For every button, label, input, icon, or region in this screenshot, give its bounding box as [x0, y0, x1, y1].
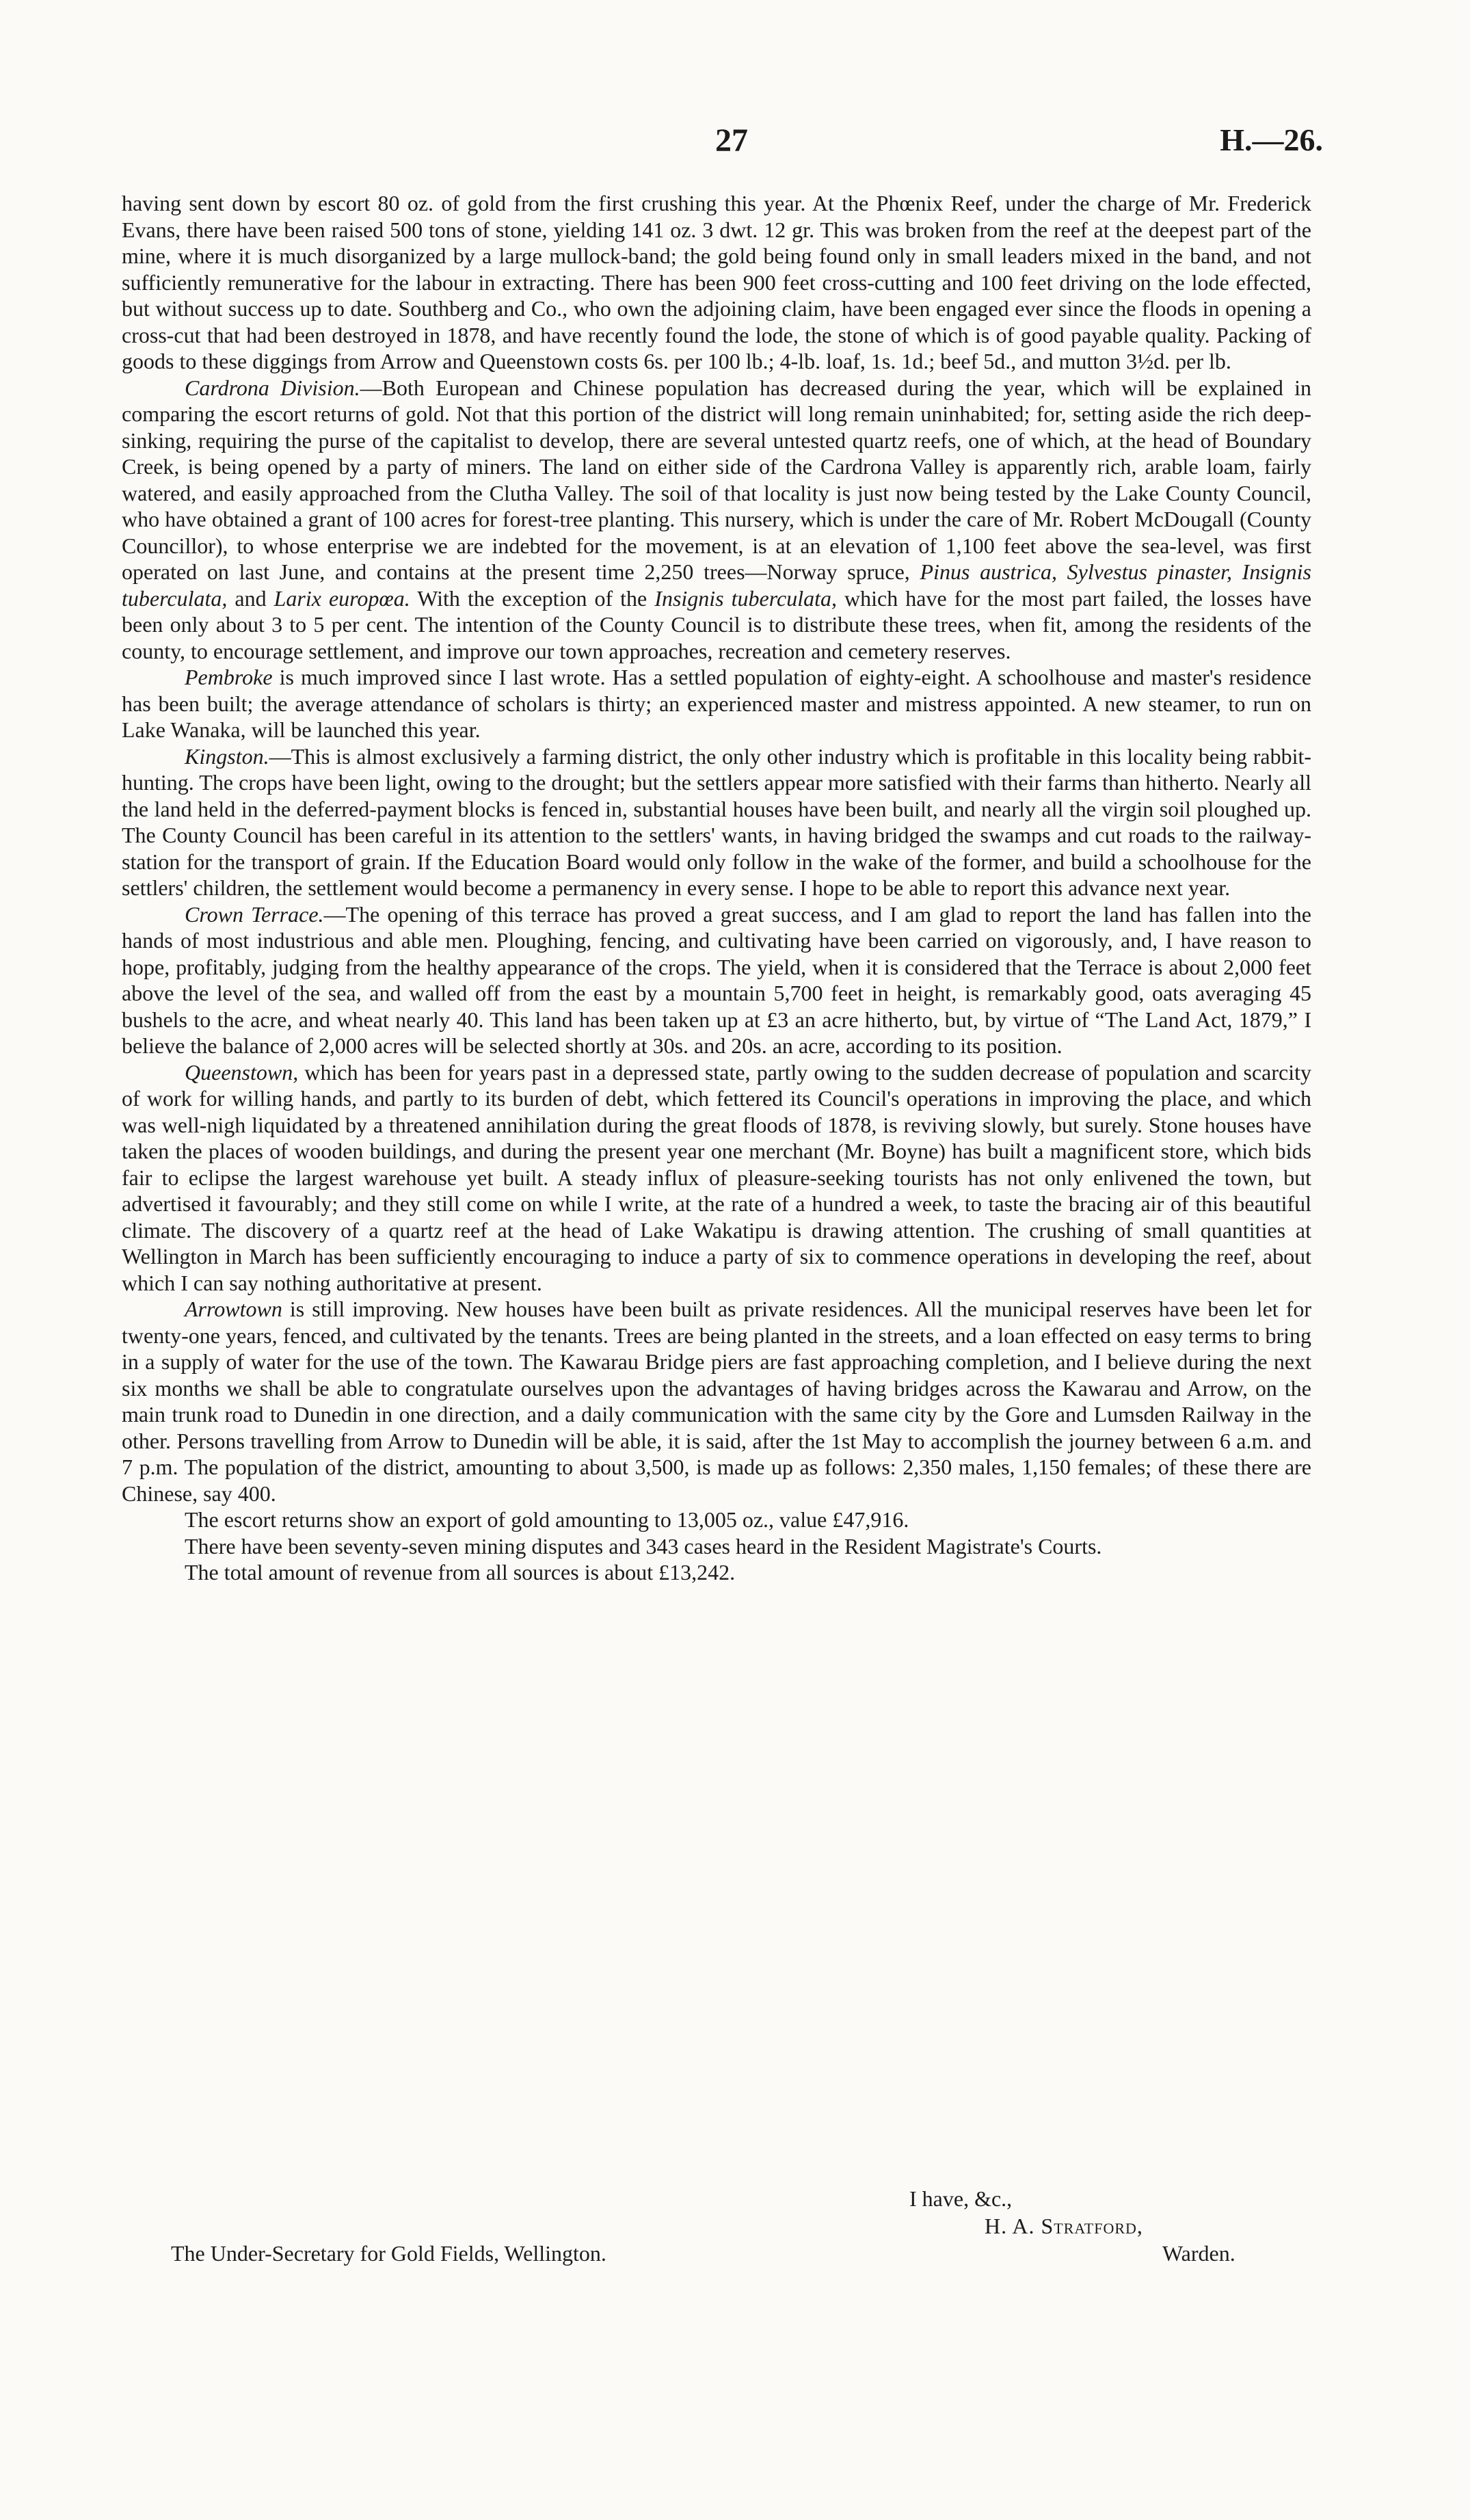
- species-names: Pinus austrica, Sylvestus pinaster, Insignis tuberculata,: [122, 559, 1312, 611]
- addressee: The Under-Secretary for Gold Fields, Wellington.: [171, 2241, 606, 2266]
- paragraph-text: —Both European and Chinese population has decreased during the year, which will be explained in comparing the escort returns of gold. Not that this portion of the district will long remain uninhabited; for, setting aside the rich deep-sinking, requiring the purse of the capitalist to develop, there are several untested quartz reefs, one of which, at the head of Boundary Creek, is being opened by a party of miners. The land on either side of the Cardrona Valley is apparently rich, arable loam, fairly watered, and easily approached from the Clutha Valley. The soil of that locality is just now being tested by the Lake County Council, who have obtained a grant of 100 acres for forest-tree planting. This nursery, which is under the care of Mr. Robert McDougall (County Councillor), to whose enterprise we are indebted for the movement, is at an elevation of 1,100 feet above the sea-level, was first operated on last June, and contains at the present time 2,250 trees—Norway spruce,: [122, 375, 1312, 584]
- paragraph-text: With the exception of the: [410, 585, 655, 611]
- section-heading-queenstown: Queenstown,: [185, 1059, 299, 1085]
- paragraph-cardrona: [122, 375, 1311, 665]
- paragraph-revenue: [122, 1559, 1311, 1586]
- paragraph-text: having sent down by escort 80 oz. of gold from the first crushing this year. At the Phœnix Reef, under the charge of Mr. Frederick Evans, there have been raised 500 tons of stone, yielding 141 oz. 3 dwt. 12 gr. This was broken from the reef at the deepest part of the mine, where it is much disorganized by a large mullock-band; the gold being found only in small leaders mixed in the band, and not sufficiently remunerative for the labour in extracting. There has been 900 feet cross-cutting and 100 feet driving on the lode effected, but without success up to date. Southberg and Co., who own the adjoining claim, have been engaged ever since the floods in opening a cross-cut that had been destroyed in 1878, and have recently found the lode, the stone of which is of good payable quality. Packing of goods to these diggings from Arrow and Queenstown costs 6s. per 100 lb.; 4-lb. loaf, 1s. 1d.; beef 5d., and mutton 3½d. per lb.: [122, 191, 1311, 373]
- paragraph-text: The escort returns show an export of gold amounting to 13,005 oz., value £47,916.: [185, 1507, 909, 1532]
- paragraph-text: The total amount of revenue from all sources is about £13,242.: [185, 1560, 736, 1584]
- species-larix: Larix europœa.: [273, 585, 410, 611]
- closing-salutation: I have, &c.,: [909, 2186, 1013, 2211]
- paragraph-crown-terrace: [122, 901, 1311, 1059]
- paragraph-queenstown: [122, 1059, 1311, 1297]
- section-heading-pembroke: Pembroke: [185, 665, 273, 689]
- body-text: [122, 190, 1311, 1586]
- paragraph-mining-disputes: [122, 1533, 1311, 1560]
- paragraph-kingston: [122, 743, 1311, 901]
- section-heading-kingston: Kingston.: [185, 743, 269, 769]
- document-reference: H.—26.: [1220, 122, 1323, 157]
- signatory-title: Warden.: [1162, 2241, 1235, 2266]
- paragraph-text: which have for the most part failed, the losses have been only about 3 to 5 per cent. The intention of the County Council is to distribute these trees, when fit, among the residents of the county, to encourage settlement, and improve our town approaches, recreation and cemetery reserves.: [122, 585, 1312, 663]
- page-number: 27: [715, 122, 748, 159]
- paragraph-arrowtown: [122, 1296, 1311, 1507]
- section-heading-cardrona: Cardrona Division.: [185, 375, 360, 400]
- paragraph-text: —The opening of this terrace has proved a great success, and I am glad to report the land has fallen into the hands of most industrious and able men. Ploughing, fencing, and cultivating have been carried on vigorously, and, I have reason to hope, profitably, judging from the healthy appearance of the crops. The yield, when it is considered that the Terrace is about 2,000 feet above the level of the sea, and walled off from the east by a mountain 5,700 feet in height, is remarkably good, oats averaging 45 bushels to the acre, and wheat nearly 40. This land has been taken up at £3 an acre hitherto, but, by virtue of “The Land Act, 1879,” I believe the balance of 2,000 acres will be selected shortly at 30s. and 20s. an acre, according to its position.: [122, 901, 1312, 1058]
- species-insignis: Insignis tuberculata,: [654, 585, 837, 611]
- paragraph-text: is still improving. New houses have been built as private residences. All the municipal reserves have been let for twenty-one years, fenced, and cultivated by the tenants. Trees are being planted in the streets, and a loan effected on easy terms to bring in a supply of water for the use of the town. The Kawarau Bridge piers are fast approaching completion, and I believe during the next six months we shall be able to congratulate ourselves upon the advantages of having bridges across the Kawarau and Arrow, on the main trunk road to Dunedin in one direction, and a daily communication with the same city by the Gore and Lumsden Railway in the other. Persons travelling from Arrow to Dunedin will be able, it is said, after the 1st May to accomplish the journey between 6 a.m. and 7 p.m. The population of the district, amounting to about 3,500, is made up as follows: 2,350 males, 1,150 females; of these there are Chinese, say 400.: [122, 1297, 1311, 1506]
- paragraph-text: is much improved since I last wrote. Has a settled population of eighty-eight. A schoolhouse and master's residence has been built; the average attendance of scholars is thirty; an experienced master and mistress appointed. A new steamer, to run on Lake Wanaka, will be launched this year.: [122, 665, 1311, 742]
- paragraph-text: which has been for years past in a depressed state, partly owing to the sudden decrease of population and scarcity of work for willing hands, and partly to its burden of debt, which fettered its Council's operations in improving the place, and which was well-nigh liquidated by a threatened annihilation during the great floods of 1878, is reviving slowly, but surely. Stone houses have taken the places of wooden buildings, and during the present year one merchant (Mr. Boyne) has built a magnificent store, which bids fair to eclipse the largest warehouse yet built. A steady influx of pleasure-seeking tourists has not only enlivened the town, but advertised it favourably; and they still come on while I write, at the rate of a hundred a week, to taste the bracing air of this beautiful climate. The discovery of a quartz reef at the head of Lake Wakatipu is drawing attention. The crushing of small quantities at Wellington in March has been sufficiently encouraging to induce a party of six to commence operations in developing the reef, about which I can say nothing authoritative at present.: [122, 1059, 1311, 1295]
- signatory-name: H. A. Stratford,: [985, 2214, 1143, 2238]
- paragraph-text: There have been seventy-seven mining disputes and 343 cases heard in the Resident Magistrate's Courts.: [185, 1533, 1102, 1559]
- paragraph-text: and: [227, 585, 274, 611]
- section-heading-arrowtown: Arrowtown: [185, 1297, 282, 1321]
- section-heading-crown-terrace: Crown Terrace.: [185, 901, 324, 927]
- paragraph-escort-returns: [122, 1507, 1311, 1533]
- paragraph-pembroke: [122, 664, 1311, 743]
- paragraph-phoenix-reef: [122, 190, 1311, 375]
- paragraph-text: —This is almost exclusively a farming district, the only other industry which is profitable in this locality being rabbit-hunting. The crops have been light, owing to the drought; but the settlers appear more satisfied with their farms than hitherto. Nearly all the land held in the deferred-payment blocks is fenced in, substantial houses have been built, and nearly all the virgin soil ploughed up. The County Council has been careful in its attention to the settlers' wants, in having bridged the swamps and cut roads to the railway-station for the transport of grain. If the Education Board would only follow in the wake of the former, and build a schoolhouse for the settlers' children, the settlement would become a permanency in every sense. I hope to be able to report this advance next year.: [122, 743, 1311, 900]
